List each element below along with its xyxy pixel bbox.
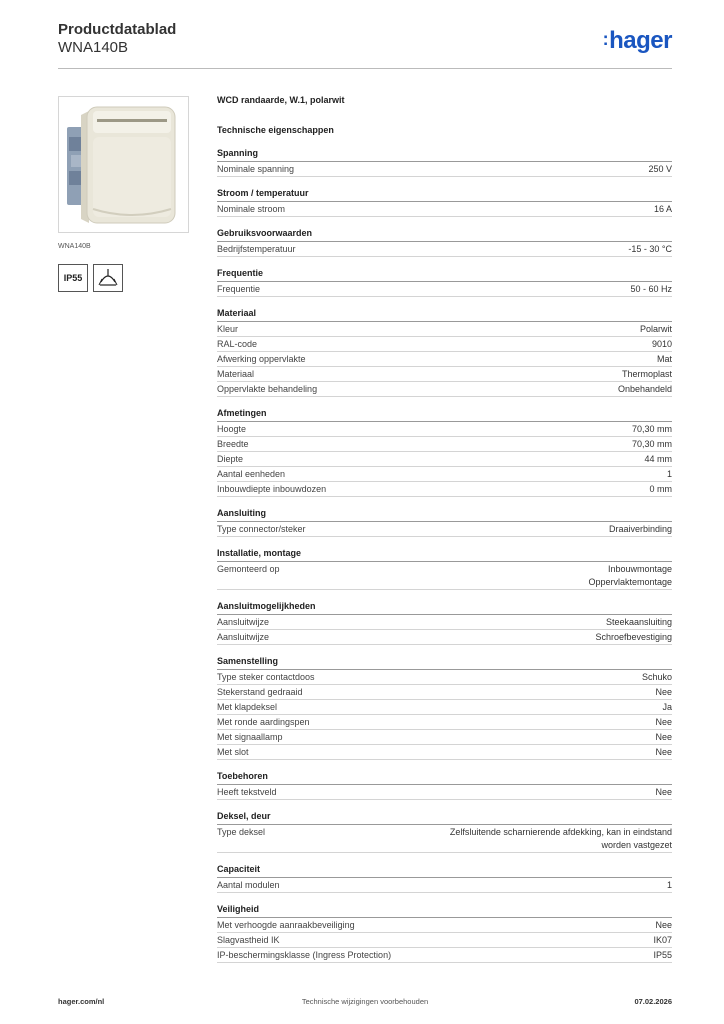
spec-row [217, 452, 672, 467]
spec-group-title: Deksel, deur [217, 810, 672, 825]
spec-key: Type steker contactdoos [217, 672, 315, 682]
spec-key: Materiaal [217, 369, 255, 379]
spec-group-title: Gebruiksvoorwaarden [217, 227, 672, 242]
spec-row [217, 482, 672, 497]
spec-row [217, 700, 672, 715]
spec-row [217, 745, 672, 760]
spec-row [217, 367, 672, 382]
spec-value: Draaiverbinding [608, 524, 672, 534]
spec-value: Nee [655, 920, 672, 930]
spec-value: Nee [655, 687, 672, 697]
spec-key: Kleur [217, 324, 239, 334]
spec-key: Aansluitwijze [217, 617, 270, 627]
spec-key: Met klapdeksel [217, 702, 278, 712]
spec-group-title: Veiligheid [217, 903, 672, 918]
footer-date: 07.02.2026 [634, 997, 672, 1006]
spec-row [217, 878, 672, 893]
spec-key: Oppervlakte behandeling [217, 384, 318, 394]
spec-value: Ja [662, 702, 672, 712]
spec-key: Type deksel [217, 827, 266, 837]
spec-key: Inbouwdiepte inbouwdozen [217, 484, 327, 494]
spec-group [217, 655, 672, 760]
spec-key: Hoogte [217, 424, 247, 434]
spec-key: Aansluitwijze [217, 632, 270, 642]
spec-group [217, 863, 672, 893]
spec-value: Zelfsluitende scharnierende afdekking, kan in eindstand worden vastgezet [449, 827, 672, 850]
spec-key: IP-beschermingsklasse (Ingress Protection) [217, 950, 392, 960]
spec-group-title: Toebehoren [217, 770, 672, 785]
spec-group-title: Capaciteit [217, 863, 672, 878]
footer-disclaimer: Technische wijzigingen voorbehouden [301, 997, 429, 1006]
logo-text: hager [609, 27, 672, 54]
spec-group [217, 187, 672, 217]
spec-group [217, 307, 672, 397]
spec-key: Met slot [217, 747, 249, 757]
spec-key: Type connector/steker [217, 524, 306, 534]
spec-group-title: Samenstelling [217, 655, 672, 670]
spec-value: Polarwit [639, 324, 672, 334]
spec-key: Gemonteerd op [217, 564, 280, 574]
spec-key: Aantal eenheden [217, 469, 286, 479]
image-reference: WNA140B [58, 243, 91, 250]
spec-value: Mat [656, 354, 672, 364]
spec-group-title: Materiaal [217, 307, 672, 322]
spec-row [217, 202, 672, 217]
footer-website: hager.com/nl [58, 997, 105, 1006]
spec-row [217, 933, 672, 948]
spec-value: Onbehandeld [617, 384, 672, 394]
spec-value: Thermoplast [621, 369, 672, 379]
spec-value: 9010 [651, 339, 672, 349]
spec-key: Diepte [217, 454, 244, 464]
spec-value: 44 mm [644, 454, 672, 464]
spec-value: 250 V [648, 164, 672, 174]
spec-row [217, 918, 672, 933]
spec-value: Schuko [641, 672, 672, 682]
spec-group-title: Spanning [217, 147, 672, 162]
spec-key: Nominale spanning [217, 164, 295, 174]
spec-group-title: Installatie, montage [217, 547, 672, 562]
spec-group [217, 147, 672, 177]
socket-product-illustration [59, 97, 188, 232]
spec-value: IK07 [653, 935, 672, 945]
spec-value: Nee [655, 717, 672, 727]
spec-key: Aantal modulen [217, 880, 280, 890]
spec-group-title: Frequentie [217, 267, 672, 282]
spec-key: Breedte [217, 439, 249, 449]
spec-value: Nee [655, 787, 672, 797]
spec-group-title: Aansluitmogelijkheden [217, 600, 672, 615]
spec-value: Inbouwmontage Oppervlaktemontage [588, 564, 672, 587]
spec-key: Slagvastheid IK [217, 935, 280, 945]
spec-key: Met signaallamp [217, 732, 283, 742]
spec-group [217, 810, 672, 853]
spec-row [217, 715, 672, 730]
spec-row [217, 322, 672, 337]
spec-group [217, 547, 672, 590]
spec-key: Heeft tekstveld [217, 787, 277, 797]
spec-value: 70,30 mm [631, 424, 672, 434]
spec-key: Nominale stroom [217, 204, 286, 214]
spec-content [217, 94, 672, 973]
spec-value: Steekaansluiting [605, 617, 672, 627]
tech-heading: Technische eigenschappen [217, 125, 334, 135]
spec-value: Schroefbevestiging [595, 632, 672, 642]
spec-value: 1 [666, 880, 672, 890]
spec-group [217, 407, 672, 497]
product-code: WNA140B [58, 39, 129, 56]
product-badges [58, 264, 123, 292]
spec-row [217, 352, 672, 367]
spec-row [217, 562, 672, 590]
spec-row [217, 730, 672, 745]
spec-row [217, 282, 672, 297]
spec-group-title: Aansluiting [217, 507, 672, 522]
spec-row [217, 467, 672, 482]
spec-group [217, 507, 672, 537]
spec-value: Nee [655, 732, 672, 742]
spec-value: 0 mm [649, 484, 672, 494]
header-divider [58, 68, 672, 69]
spec-row [217, 785, 672, 800]
page-header [58, 21, 672, 69]
spec-value: Nee [655, 747, 672, 757]
page-title: Productdatablad [58, 21, 177, 38]
spec-value: 50 - 60 Hz [630, 284, 672, 294]
spec-row [217, 242, 672, 257]
spec-row [217, 437, 672, 452]
spec-row [217, 522, 672, 537]
spec-row [217, 615, 672, 630]
spec-key: Met ronde aardingspen [217, 717, 310, 727]
spec-value: 1 [666, 469, 672, 479]
spec-key: Bedrijfstemperatuur [217, 244, 296, 254]
spec-group-title: Stroom / temperatuur [217, 187, 672, 202]
spec-row [217, 685, 672, 700]
spec-key: Frequentie [217, 284, 261, 294]
spec-row [217, 422, 672, 437]
spec-key: Met verhoogde aanraakbeveiliging [217, 920, 355, 930]
spec-group [217, 903, 672, 963]
hager-logo: :hager [602, 27, 672, 54]
spec-value: -15 - 30 °C [628, 244, 672, 254]
spec-row [217, 162, 672, 177]
spec-row [217, 630, 672, 645]
spec-row [217, 382, 672, 397]
spec-group [217, 227, 672, 257]
surface-mount-socket-icon [93, 264, 123, 292]
product-description: WCD randaarde, W.1, polarwit [217, 95, 345, 105]
spec-group [217, 267, 672, 297]
spec-group [217, 770, 672, 800]
spec-key: Afwerking oppervlakte [217, 354, 306, 364]
product-image [58, 96, 189, 233]
spec-group [217, 600, 672, 645]
socket-symbol-svg [97, 268, 119, 288]
spec-key: RAL-code [217, 339, 258, 349]
spec-group-title: Afmetingen [217, 407, 672, 422]
spec-row [217, 670, 672, 685]
spec-key: Stekerstand gedraaid [217, 687, 303, 697]
spec-row [217, 337, 672, 352]
spec-value: IP55 [653, 950, 672, 960]
spec-row [217, 948, 672, 963]
spec-value: 70,30 mm [631, 439, 672, 449]
spec-row [217, 825, 672, 853]
spec-value: 16 A [653, 204, 672, 214]
spec-groups [217, 147, 672, 963]
ip-rating-badge: IP55 [58, 264, 88, 292]
